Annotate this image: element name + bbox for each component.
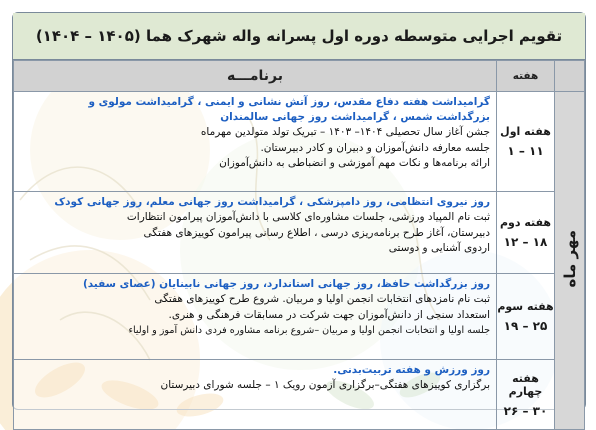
activity-line: ثبت نام المپیاد ورزشی، جلسات مشاوره‌ای کلاسی با دانش‌آموزان پیرامون انتظارات [126, 211, 490, 223]
week-range: ۱۱ – ۱ [507, 144, 544, 158]
activity-line: برگزاری کوییزهای هفتگی–برگزاری آزمون رویک ۱ – جلسه شورای دبیرستان [160, 379, 490, 391]
occasion-line: روز نیروی انتظامی، روز دامپزشکی ، گرامیداشت روز جهانی معلم، روز جهانی کودک [54, 196, 490, 208]
program-cell [14, 360, 497, 430]
header-program: برنامـــه [14, 61, 497, 92]
week-name: هفته دوم [499, 216, 552, 229]
week-cell [497, 192, 555, 274]
week-cell [497, 92, 555, 192]
week-range: ۲۵ – ۱۹ [503, 319, 548, 333]
table-row [14, 192, 585, 274]
table-row [14, 274, 585, 360]
page-title: تقویم اجرایی متوسطه دوره اول پسرانه واله شهرک هما (۱۴۰۵ – ۱۴۰۴) [13, 13, 585, 60]
occasion-line: روز ورزش و هفته تربیت‌بدنی. [333, 364, 490, 376]
month-cell [555, 92, 585, 430]
header-month-cell [555, 61, 585, 92]
week-range: ۱۸ – ۱۲ [503, 235, 548, 249]
activity-line: اردوی آشنایی و دوستی [388, 242, 490, 254]
activity-line: ارائه برنامه‌ها و نکات مهم آموزشی و انضباطی به دانش‌آموزان [219, 157, 490, 169]
table-row [14, 360, 585, 430]
program-cell [14, 192, 497, 274]
month-label: مهر ماه [560, 229, 579, 288]
week-cell [497, 360, 555, 430]
table-row [14, 92, 585, 192]
activity-line: جشن آغاز سال تحصیلی ۱۴۰۴– ۱۴۰۳ – تبریک تولد متولدین مهرماه [200, 126, 490, 138]
week-name: هفته سوم [497, 300, 554, 313]
occasion-line: بزرگداشت شمس ، گرامیداشت روز جهانی سالمندان [220, 111, 490, 123]
calendar-sheet [12, 12, 586, 418]
activity-line: استعداد سنجی از دانش‌آموزان جهت شرکت در مسابقات فرهنگی و هنری. [168, 308, 490, 321]
activity-line: جلسه اولیا و انتخابات انجمن اولیا و مربیان –شروع برنامه مشاوره فردی دانش آموز و اولیاء [128, 325, 490, 336]
week-range: ۳۰ – ۲۶ [503, 403, 548, 418]
program-cell [14, 92, 497, 192]
activity-line: ثبت نام نامزدهای انتخابات انجمن اولیا و مربیان. شروع طرح کوییزهای هفتگی [154, 293, 490, 305]
header-week: هفته [497, 61, 555, 92]
occasion-line: گرامیداشت هفته دفاع مقدس، روز آتش نشانی و ایمنی ، گرامیداشت مولوی و [88, 96, 490, 108]
occasion-line: روز بزرگداشت حافظ، روز جهانی استاندارد، روز جهانی نابینایان (عصای سفید) [82, 278, 490, 290]
activity-line: دبیرستان، آغاز طرح برنامه‌ریزی درسی ، اطلاع رسانی پیرامون کوییزهای هفتگی [143, 226, 490, 239]
week-name: هفته اول [500, 125, 551, 138]
activity-line: جلسه معارفه دانش‌آموزان و دبیران و کادر دبیرستان. [260, 141, 490, 154]
table-header-row [14, 61, 585, 92]
program-cell [14, 274, 497, 360]
week-cell [497, 274, 555, 360]
week-name: هفته چهارم [508, 371, 543, 398]
schedule-table [13, 60, 585, 430]
